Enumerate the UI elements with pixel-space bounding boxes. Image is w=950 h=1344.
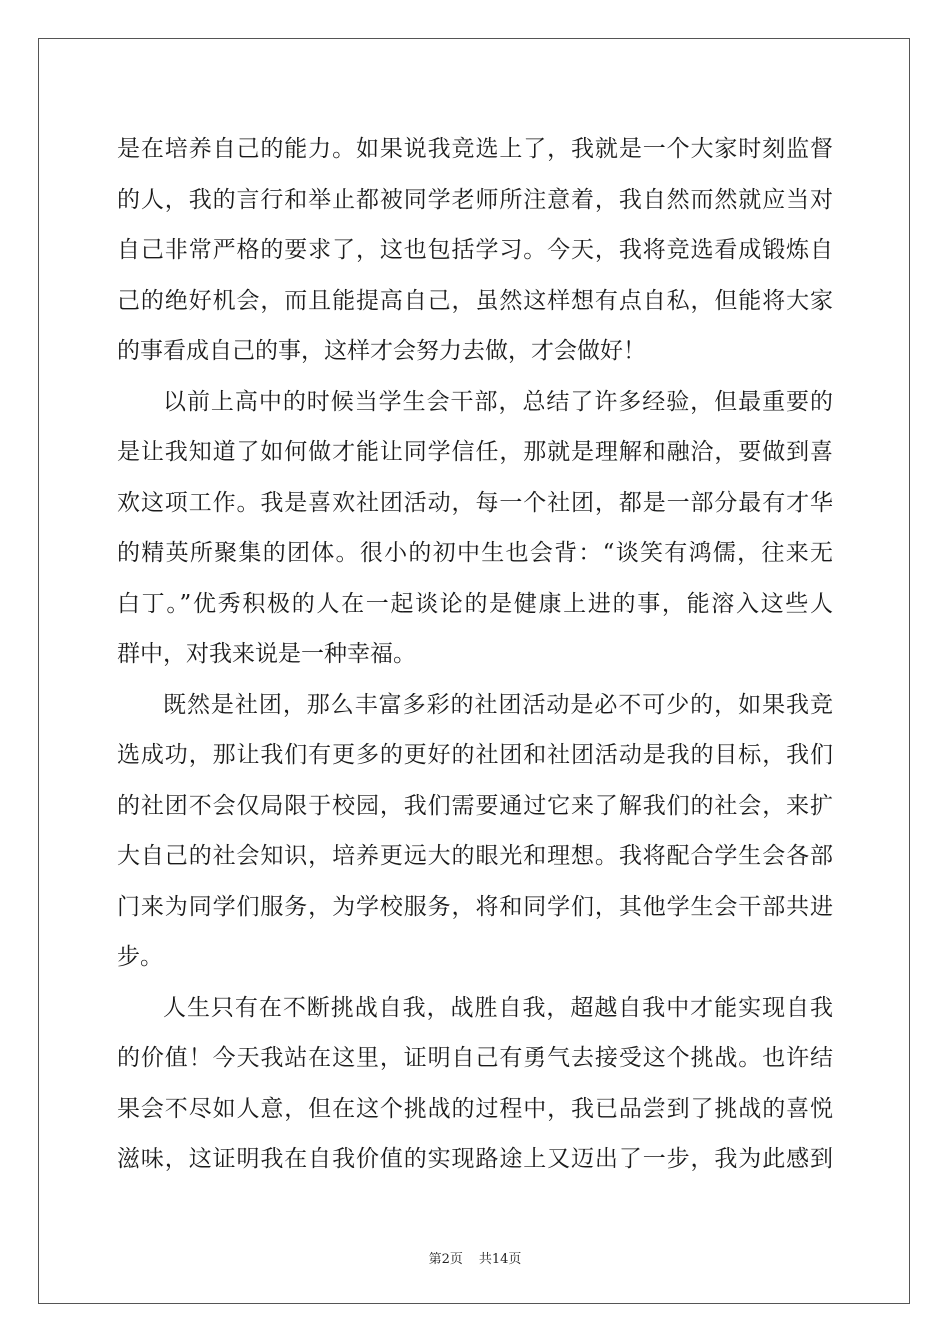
text-line: 人生只有在不断挑战自我，战胜自我，超越自我中才能实现自我 [163, 994, 833, 1021]
text-line: 欢这项工作。我是喜欢社团活动，每一个社团，都是一部分最有才华 [117, 489, 833, 516]
text-line: 的价值！今天我站在这里，证明自己有勇气去接受这个挑战。也许结 [117, 1045, 833, 1071]
text-line: 以前上高中的时候当学生会干部，总结了许多经验，但最重要的 [163, 388, 833, 415]
text-line: 步。 [117, 944, 163, 970]
text-line: 是让我知道了如何做才能让同学信任，那就是理解和融洽，要做到喜 [117, 439, 833, 465]
text-line: 己的绝好机会，而且能提高自己，虽然这样想有点自私，但能将大家 [117, 287, 833, 314]
page-total: 共14页 [478, 1252, 522, 1267]
document-body [117, 124, 833, 1185]
text-line: 的事看成自己的事，这样才会努力去做，才会做好！ [117, 338, 646, 364]
text-line: 选成功，那让我们有更多的更好的社团和社团活动是我的目标，我们 [117, 742, 833, 768]
text-line: 的精英所聚集的团体。很小的初中生也会背：“谈笑有鸿儒，往来无 [117, 540, 833, 566]
text-line: 自己非常严格的要求了，这也包括学习。今天，我将竞选看成锻炼自 [117, 237, 833, 263]
text-line: 的人，我的言行和举止都被同学老师所注意着，我自然而然就应当对 [117, 186, 833, 213]
text-line: 滋味，这证明我在自我价值的实现路途上又迈出了一步，我为此感到 [117, 1146, 833, 1172]
page-number: 第2页 [428, 1252, 463, 1267]
page-footer [0, 1248, 950, 1267]
text-line: 的社团不会仅局限于校园，我们需要通过它来了解我们的社会，来扩 [117, 792, 833, 819]
text-line: 大自己的社会知识，培养更远大的眼光和理想。我将配合学生会各部 [117, 843, 833, 869]
text-line: 是在培养自己的能力。如果说我竞选上了，我就是一个大家时刻监督 [117, 136, 833, 162]
text-line: 群中，对我来说是一种幸福。 [117, 641, 416, 667]
text-line: 门来为同学们服务，为学校服务，将和同学们，其他学生会干部共进 [117, 893, 833, 920]
text-line: 既然是社团，那么丰富多彩的社团活动是必不可少的，如果我竞 [163, 691, 833, 718]
text-line: 果会不尽如人意，但在这个挑战的过程中，我已品尝到了挑战的喜悦 [117, 1095, 833, 1122]
text-line: 白丁。”优秀积极的人在一起谈论的是健康上进的事，能溶入这些人 [117, 590, 833, 617]
